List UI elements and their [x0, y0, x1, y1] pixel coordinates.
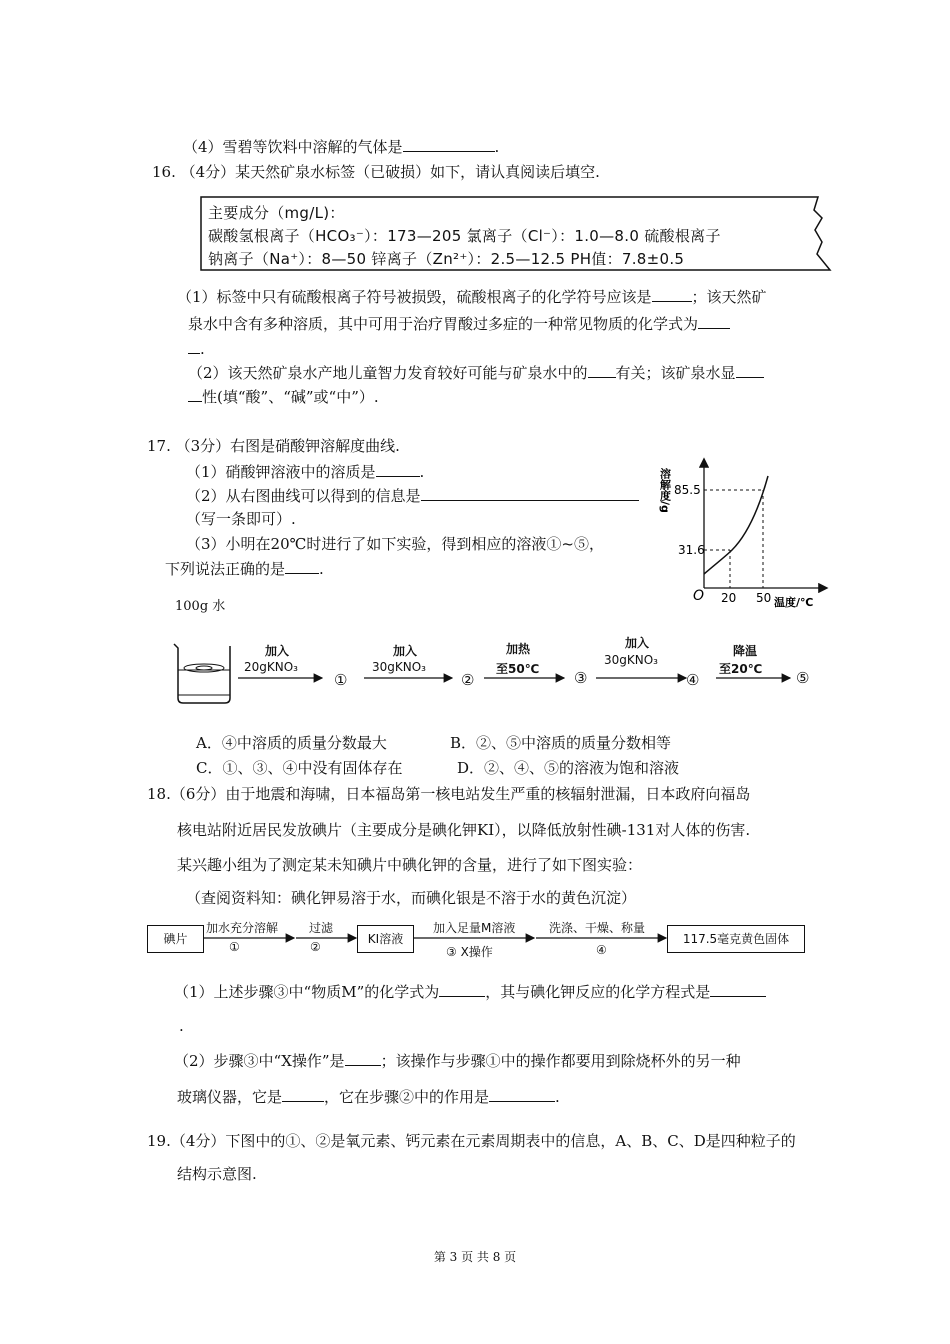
- answer-blank[interactable]: [736, 362, 764, 378]
- y-tick-high: 85.5: [674, 483, 701, 497]
- iodine-step1-num: ①: [229, 940, 240, 954]
- option-a[interactable]: A．④中溶质的质量分数最大: [196, 734, 387, 752]
- answer-blank[interactable]: [652, 286, 692, 302]
- flow-box-ki-solution: KI溶液: [357, 925, 414, 953]
- answer-blank[interactable]: [710, 981, 766, 997]
- answer-blank[interactable]: [439, 981, 485, 997]
- iodine-step3-top: 加入足量M溶液: [433, 921, 516, 935]
- flow-result-2: ②: [461, 671, 475, 689]
- flow-step5-bottom: 至20℃: [719, 662, 763, 676]
- q16-part2-line1: （2）该天然矿泉水产地儿童智力发育较好可能与矿泉水中的 有关；该矿泉水显: [188, 362, 764, 383]
- iodine-step4-top: 洗涤、干燥、称量: [549, 921, 646, 935]
- q18-line4: （查阅资料知：碘化钾易溶于水，而碘化银是不溶于水的黄色沉淀）: [186, 889, 637, 907]
- q18-part1: （1）上述步骤③中“物质M”的化学式为 ，其与碘化钾反应的化学方程式是: [174, 981, 766, 1002]
- x-tick-50: 50: [756, 591, 772, 605]
- q17-part2-note: （写一条即可）.: [186, 510, 296, 528]
- answer-blank[interactable]: [282, 1086, 324, 1102]
- flow-step5-top: 降温: [733, 644, 758, 658]
- q18-part2-line2: 玻璃仪器，它是 ，它在步骤②中的作用是 .: [177, 1088, 560, 1106]
- q18-line2: 核电站附近居民发放碘片（主要成分是碘化钾KI），以降低放射性碘-131对人体的伤害.: [177, 821, 751, 839]
- q16-part1-line1: （1）标签中只有硫酸根离子符号被损毁，硫酸根离子的化学符号应该是 ；该天然矿: [177, 288, 767, 306]
- iodine-step2-num: ②: [310, 940, 321, 954]
- iodine-step1-top: 加水充分溶解: [206, 921, 279, 935]
- flow-step3-top: 加热: [506, 642, 531, 656]
- flow-result-3: ③: [574, 669, 588, 687]
- flow-step4-bottom: 30gKNO₃: [604, 653, 658, 667]
- x-axis-label: 温度/℃: [774, 596, 814, 609]
- q17-part3: （3）小明在20℃时进行了如下实验，得到相应的溶液①~⑤，: [186, 535, 604, 553]
- flow-step3-bottom: 至50℃: [496, 662, 540, 676]
- answer-blank[interactable]: [188, 338, 200, 354]
- q16-part1-line2: 泉水中含有多种溶质，其中可用于治疗胃酸过多症的一种常见物质的化学式为: [188, 313, 730, 334]
- iodine-step2-top: 过滤: [309, 921, 334, 935]
- option-d[interactable]: D．②、④、⑤的溶液为饱和溶液: [457, 759, 680, 777]
- answer-blank[interactable]: [489, 1086, 555, 1102]
- answer-blank[interactable]: [403, 136, 495, 152]
- q19-line2: 结构示意图.: [177, 1165, 257, 1183]
- option-b[interactable]: B．②、⑤中溶质的质量分数相等: [450, 734, 672, 752]
- solubility-curve-graph: [660, 452, 830, 612]
- option-c[interactable]: C．①、③、④中没有固体存在: [196, 759, 403, 777]
- answer-blank[interactable]: [588, 362, 616, 378]
- flow-box-yellow-solid: 117.5毫克黄色固体: [667, 925, 805, 953]
- q17-heading: 17. （3分）右图是硝酸钾溶解度曲线.: [147, 437, 400, 455]
- answer-blank[interactable]: [421, 485, 639, 501]
- q16-part2-line2: 性(填“酸”、“碱”或“中”）.: [188, 386, 379, 407]
- q18-line3: 某兴趣小组为了测定某未知碘片中碘化钾的含量，进行了如下图实验：: [177, 856, 643, 874]
- iodine-step4-num: ④: [596, 943, 607, 957]
- q16-part1-line3: .: [188, 338, 205, 359]
- origin-label: O: [693, 588, 705, 604]
- q19-line1: 19.（4分）下图中的①、②是氧元素、钙元素在元素周期表中的信息，A、B、C、D是四种粒子的: [147, 1132, 796, 1150]
- q17-part1: （1）硝酸钾溶液中的溶质是 .: [186, 463, 425, 481]
- flow-step4-top: 加入: [625, 636, 650, 650]
- q18-line1: 18.（6分）由于地震和海啸，日本福岛第一核电站发生严重的核辐射泄漏，日本政府向福岛: [147, 785, 751, 803]
- flow-step2-bottom: 30gKNO₃: [372, 660, 426, 674]
- q18-part1-end: .: [179, 1017, 184, 1035]
- label-line-2: 碳酸氢根离子（HCO₃⁻）：173—205 氯离子（Cl⁻）：1.0—8.0 硫酸根离子: [208, 227, 721, 245]
- beaker-icon: [170, 640, 238, 706]
- y-tick-low: 31.6: [678, 543, 705, 557]
- q17-part3-question: 下列说法正确的是 .: [165, 560, 324, 578]
- answer-blank[interactable]: [376, 461, 420, 477]
- kno3-curve: [704, 476, 768, 574]
- flow-step1-bottom: 20gKNO₃: [244, 660, 298, 674]
- flow-result-1: ①: [334, 671, 348, 689]
- q15-part4: （4）雪碧等饮料中溶解的气体是 .: [183, 138, 500, 156]
- flow-box-iodine-tablet: 碘片: [147, 925, 204, 953]
- water-label: 100g 水: [175, 599, 226, 614]
- answer-blank[interactable]: [188, 386, 202, 402]
- iodine-step3-num: ③ X操作: [446, 945, 493, 959]
- label-line-1: 主要成分（mg/L)：: [208, 204, 345, 222]
- flow-step2-top: 加入: [393, 644, 418, 658]
- q17-part2: （2）从右图曲线可以得到的信息是: [186, 485, 639, 506]
- x-tick-20: 20: [721, 591, 737, 605]
- flow-step1-top: 加入: [265, 644, 290, 658]
- answer-blank[interactable]: [698, 313, 730, 329]
- page-footer: 第 3 页 共 8 页: [433, 1250, 517, 1264]
- y-axis-label: 溶解度/g: [658, 468, 672, 513]
- mineral-water-label: [200, 196, 830, 272]
- answer-blank[interactable]: [345, 1050, 381, 1066]
- flow-result-4: ④: [686, 671, 700, 689]
- answer-blank[interactable]: [285, 558, 319, 574]
- flow-result-5: ⑤: [796, 669, 810, 687]
- label-line-3: 钠离子（Na⁺）：8—50 锌离子（Zn²⁺）：2.5—12.5 PH值：7.8±0.5: [208, 250, 685, 268]
- q16-heading: 16. （4分）某天然矿泉水标签（已破损）如下，请认真阅读后填空.: [152, 163, 600, 181]
- q18-part2-line1: （2）步骤③中“X操作”是 ；该操作与步骤①中的操作都要用到除烧杯外的另一种: [174, 1052, 741, 1070]
